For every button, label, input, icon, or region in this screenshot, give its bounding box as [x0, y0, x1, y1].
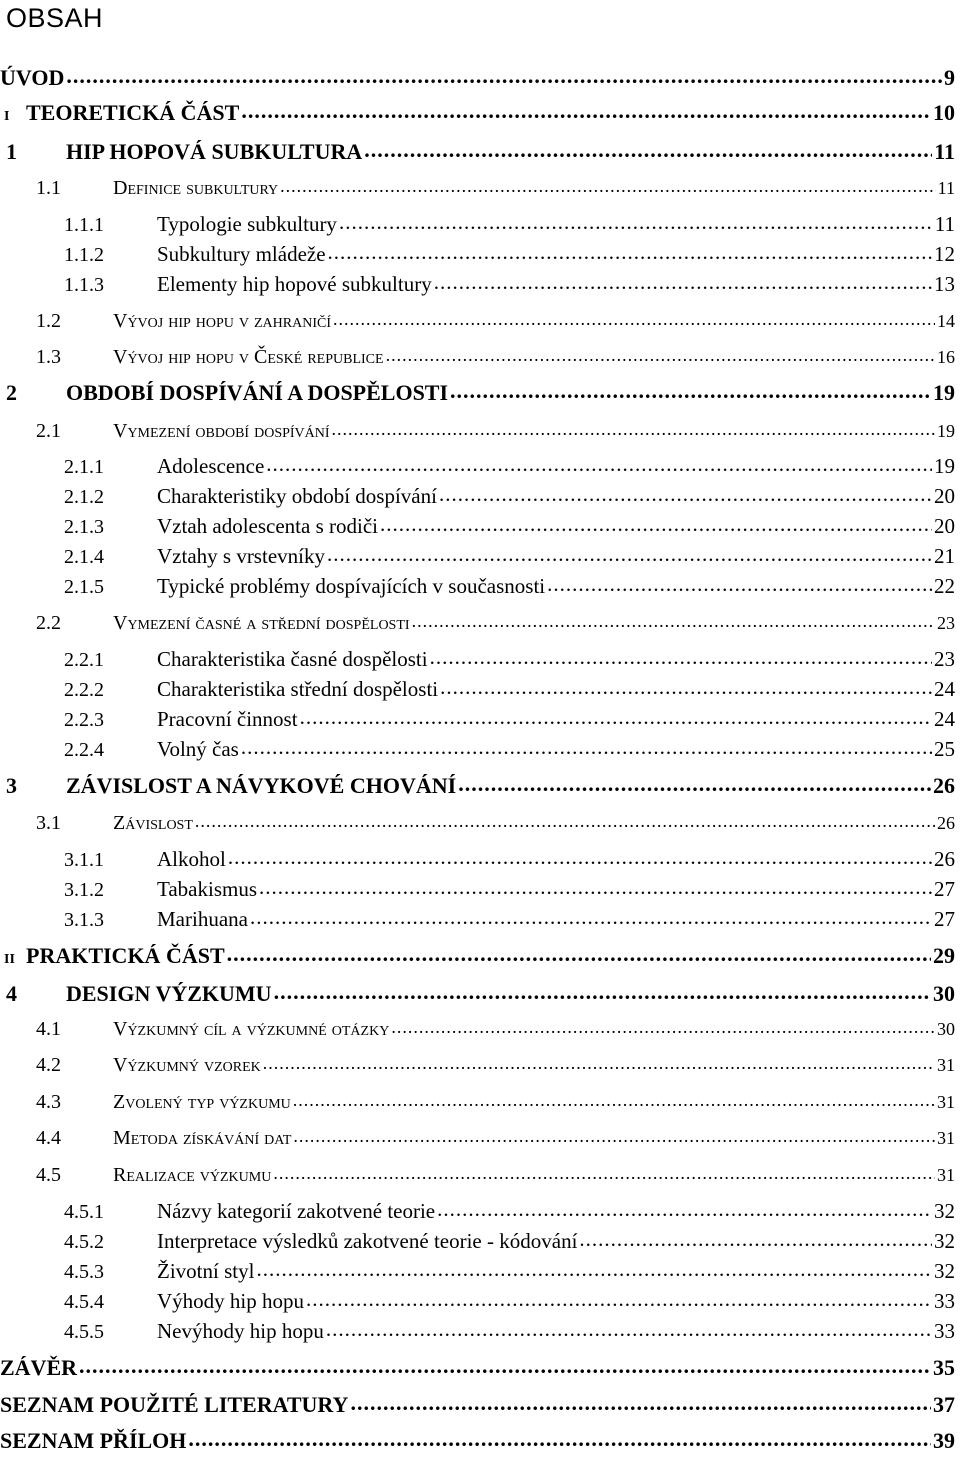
toc-entry-page: 21: [934, 544, 955, 568]
toc-entry-number: I: [4, 109, 10, 124]
toc-entry-title: Definice subkultury: [113, 177, 279, 199]
toc-entry[interactable]: [0, 306, 960, 336]
toc-dot-leader: [380, 509, 932, 539]
toc-entry-number: 1.1.2: [64, 244, 104, 266]
toc-dot-leader: [437, 1194, 932, 1224]
toc-entry-number: 4.5.3: [64, 1261, 104, 1283]
toc-entry-title: ZÁVĚR: [0, 1355, 78, 1380]
toc-dot-leader: [293, 1121, 935, 1151]
toc-entry-page: 37: [933, 1392, 955, 1417]
toc-entry-title: ÚVOD: [0, 65, 65, 90]
toc-entry-number: 1.3: [36, 346, 61, 368]
toc-entry-title: PRAKTICKÁ ČÁST: [26, 943, 225, 968]
toc-entry-number: 2.2.1: [64, 649, 104, 671]
toc-dot-leader: [300, 702, 932, 732]
toc-dot-leader: [195, 806, 935, 836]
toc-entry-number: 2.1.2: [64, 486, 104, 508]
toc-entry[interactable]: [0, 1123, 960, 1153]
toc-dot-leader: [339, 207, 933, 237]
toc-entry-number: 4: [6, 981, 17, 1006]
toc-entry[interactable]: [0, 674, 960, 704]
toc-entry[interactable]: [0, 209, 960, 239]
toc-entry-number: 2.2.4: [64, 739, 104, 761]
toc-entry-title: Výhody hip hopu: [157, 1289, 304, 1313]
toc-entry-number: 3: [6, 773, 17, 798]
toc-dot-leader: [250, 902, 932, 932]
toc-entry-number: 1.2: [36, 310, 61, 332]
toc-dot-leader: [266, 449, 932, 479]
toc-entry[interactable]: [0, 734, 960, 764]
toc-entry-page: 11: [934, 212, 955, 236]
toc-entry-number: 4.2: [36, 1054, 61, 1076]
toc-entry-number: 4.5.5: [64, 1321, 104, 1343]
toc-entry-page: 19: [933, 380, 955, 405]
toc-entry[interactable]: [0, 808, 960, 838]
toc-entry-title: Vývoj hip hopu v zahraničí: [113, 310, 332, 332]
toc-dot-leader: [280, 171, 935, 201]
toc-entry-title: Výzkumný vzorek: [113, 1054, 261, 1076]
toc-entry-number: 2.1.3: [64, 516, 104, 538]
toc-dot-leader: [440, 672, 932, 702]
toc-entry-title: Pracovní činnost: [157, 707, 298, 731]
toc-entry-page: 31: [937, 1165, 955, 1185]
toc-dot-leader: [241, 732, 932, 762]
toc-entry-number: 2.1.5: [64, 576, 104, 598]
toc-entry-page: 26: [933, 773, 955, 798]
toc-entry[interactable]: [0, 770, 960, 802]
toc-entry-page: 22: [934, 574, 955, 598]
toc-dot-leader: [333, 304, 935, 334]
toc-entry-page: 32: [934, 1199, 955, 1223]
toc-entry[interactable]: [0, 844, 960, 874]
toc-entry[interactable]: [0, 904, 960, 934]
toc-entry-page: 23: [937, 613, 955, 633]
toc-entry[interactable]: [0, 173, 960, 203]
toc-entry-title: Charakteristiky období dospívání: [157, 484, 437, 508]
toc-entry-title: SEZNAM POUŽITÉ LITERATURY: [0, 1392, 349, 1417]
toc-entry-number: 2.1: [36, 420, 61, 442]
toc-entry[interactable]: [0, 416, 960, 446]
toc-entry-title: Metoda získávání dat: [113, 1127, 292, 1149]
toc-entry-number: 3.1.2: [64, 879, 104, 901]
toc-entry[interactable]: [0, 239, 960, 269]
toc-entry-number: 2.2.2: [64, 679, 104, 701]
toc-entry-title: Výzkumný cíl a výzkumné otázky: [113, 1018, 390, 1040]
toc-entry-page: 32: [934, 1229, 955, 1253]
toc-entry-page: 25: [934, 737, 955, 761]
toc-dot-leader: [547, 569, 932, 599]
toc-entry-title: Vymezení období dospívání: [113, 420, 330, 442]
toc-dot-leader: [66, 60, 942, 92]
toc-entry-page: 29: [933, 943, 955, 968]
toc-entry-title: Marihuana: [157, 907, 248, 931]
toc-entry-number: 2.2: [36, 612, 61, 634]
toc-dot-leader: [332, 414, 935, 444]
toc-entry-number: II: [4, 952, 15, 967]
toc-entry-page: 32: [934, 1259, 955, 1283]
toc-entry[interactable]: [0, 1316, 960, 1346]
toc-dot-leader: [412, 606, 935, 636]
toc-entry-page: 39: [933, 1428, 955, 1453]
toc-dot-leader: [434, 267, 932, 297]
toc-dot-leader: [256, 1254, 932, 1284]
toc-entry-page: 20: [934, 514, 955, 538]
toc-entry-page: 9: [944, 65, 955, 90]
toc-dot-leader: [439, 479, 932, 509]
toc-entry-number: 3.1.1: [64, 849, 104, 871]
toc-dot-leader: [579, 1224, 932, 1254]
toc-entry-title: Zvolený typ výzkumu: [113, 1091, 291, 1113]
toc-entry-page: 33: [934, 1289, 955, 1313]
toc-entry-number: 2.1.4: [64, 546, 104, 568]
toc-entry-title: Subkultury mládeže: [157, 242, 326, 266]
toc-dot-leader: [326, 1314, 932, 1344]
toc-dot-leader: [386, 340, 935, 370]
toc-entry-title: Tabakismus: [157, 877, 258, 901]
toc-entry[interactable]: [0, 62, 960, 94]
toc-entry-page: 24: [934, 677, 955, 701]
toc-dot-leader: [274, 976, 931, 1008]
toc-entry-number: 1.1.1: [64, 214, 104, 236]
toc-entry-title: OBDOBÍ DOSPÍVÁNÍ A DOSPĚLOSTI: [66, 380, 449, 405]
toc-entry[interactable]: [0, 874, 960, 904]
toc-entry-number: 2.1.1: [64, 456, 104, 478]
toc-entry-title: Alkohol: [157, 847, 226, 871]
toc-entry-number: 4.5: [36, 1164, 61, 1186]
toc-entry-page: 14: [937, 311, 955, 331]
toc-dot-leader: [364, 134, 932, 166]
toc-entry-page: 33: [934, 1319, 955, 1343]
toc-entry-page: 30: [933, 981, 955, 1006]
toc-dot-leader: [350, 1387, 931, 1419]
toc-entry[interactable]: [0, 481, 960, 511]
toc-dot-leader: [430, 642, 932, 672]
toc-entry[interactable]: [0, 1196, 960, 1226]
toc-entry[interactable]: [0, 1352, 960, 1384]
toc-entry[interactable]: [0, 1087, 960, 1117]
toc-entry-page: 26: [937, 813, 955, 833]
toc-entry-number: 3.1.3: [64, 909, 104, 931]
toc-entry-page: 13: [934, 272, 955, 296]
toc-entry-title: Nevýhody hip hopu: [157, 1319, 324, 1343]
toc-entry-title: Závislost: [113, 812, 193, 834]
toc-entry-page: 16: [937, 347, 955, 367]
toc-entry[interactable]: [0, 940, 960, 972]
toc-entry-title: Vymezení časné a střední dospělosti: [113, 612, 410, 634]
toc-entry-page: 10: [933, 100, 955, 125]
toc-entry-page: 35: [933, 1355, 955, 1380]
toc-entry-title: SEZNAM PŘÍLOH: [0, 1428, 187, 1453]
toc-entry-number: 1: [6, 139, 17, 164]
toc-entry-number: 2.2.3: [64, 709, 104, 731]
toc-dot-leader: [259, 872, 932, 902]
toc-entry[interactable]: [0, 377, 960, 409]
toc-entry-number: 1.1.3: [64, 274, 104, 296]
toc-entry-number: 4.5.2: [64, 1231, 104, 1253]
toc-entry-title: Elementy hip hopové subkultury: [157, 272, 432, 296]
toc-entry-page: 20: [934, 484, 955, 508]
toc-entry-title: Názvy kategorií zakotvené teorie: [157, 1199, 436, 1223]
toc-dot-leader: [327, 539, 932, 569]
toc-entry-number: 4.4: [36, 1127, 61, 1149]
toc-entry[interactable]: [0, 136, 960, 168]
toc-dot-leader: [241, 95, 931, 127]
toc-entry-page: 27: [934, 877, 955, 901]
toc-entry[interactable]: [0, 704, 960, 734]
toc-dot-leader: [228, 842, 932, 872]
toc-entry[interactable]: [0, 451, 960, 481]
toc-entry[interactable]: [0, 541, 960, 571]
toc-entry[interactable]: [0, 1256, 960, 1286]
toc-entry-title: Typické problémy dospívajících v současnosti: [157, 574, 546, 598]
toc-entry-title: Vztah adolescenta s rodiči: [157, 514, 378, 538]
toc-entry-page: 26: [934, 847, 955, 871]
toc-entry-page: 23: [934, 647, 955, 671]
toc-entry-page: 30: [937, 1019, 955, 1039]
toc-entry[interactable]: [0, 97, 960, 129]
toc-entry-page: 31: [937, 1128, 955, 1148]
toc-entry-title: Charakteristika časné dospělosti: [157, 647, 428, 671]
toc-entry-page: 31: [937, 1092, 955, 1112]
toc-entry-number: 4.5.4: [64, 1291, 104, 1313]
toc-entry[interactable]: [0, 269, 960, 299]
toc-dot-leader: [293, 1085, 935, 1115]
toc-dot-leader: [450, 375, 931, 407]
toc-entry[interactable]: [0, 571, 960, 601]
toc-entry-page: 11: [934, 139, 955, 164]
toc-entry-page: 19: [934, 454, 955, 478]
toc-entry-title: Životní styl: [157, 1259, 255, 1283]
toc-entry-title: Vztahy s vrstevníky: [157, 544, 325, 568]
toc-entry[interactable]: [0, 1226, 960, 1256]
toc-dot-leader: [227, 938, 931, 970]
toc-entry-title: Realizace výzkumu: [113, 1164, 272, 1186]
toc-dot-leader: [306, 1284, 932, 1314]
toc-entry-page: 24: [934, 707, 955, 731]
toc-dot-leader: [188, 1423, 931, 1455]
toc-entry-title: HIP HOPOVÁ SUBKULTURA: [66, 139, 363, 164]
toc-entry-number: 3.1: [36, 812, 61, 834]
toc-dot-leader: [263, 1048, 935, 1078]
toc-entry-number: 4.5.1: [64, 1201, 104, 1223]
toc-entry-title: Volný čas: [157, 737, 239, 761]
toc-entry-title: TEORETICKÁ ČÁST: [26, 100, 240, 125]
toc-entry-title: ZÁVISLOST A NÁVYKOVÉ CHOVÁNÍ: [66, 773, 457, 798]
toc-entry-title: Vývoj hip hopu v České republice: [113, 346, 384, 368]
toc-entry[interactable]: [0, 644, 960, 674]
toc-entry[interactable]: [0, 511, 960, 541]
toc-entry-page: 27: [934, 907, 955, 931]
toc-entry-page: 19: [937, 421, 955, 441]
toc-entry-title: Interpretace výsledků zakotvené teorie - kódování: [157, 1229, 578, 1253]
toc-entry-title: Typologie subkultury: [157, 212, 337, 236]
toc-entry-number: 4.3: [36, 1091, 61, 1113]
toc-entry-page: 11: [937, 178, 955, 198]
toc-entry-number: 2: [6, 380, 17, 405]
toc-entry[interactable]: [0, 978, 960, 1010]
toc-entry-page: 12: [934, 242, 955, 266]
toc-entry[interactable]: [0, 1389, 960, 1421]
page-title: OBSAH: [6, 3, 104, 33]
toc-dot-leader: [79, 1350, 931, 1382]
toc-entry[interactable]: [0, 342, 960, 372]
toc-entry[interactable]: [0, 1050, 960, 1080]
toc-entry[interactable]: [0, 1425, 960, 1457]
toc-entry-page: 31: [937, 1055, 955, 1075]
toc-entry-number: 1.1: [36, 177, 61, 199]
toc-entry-title: Charakteristika střední dospělosti: [157, 677, 439, 701]
toc-entry[interactable]: [0, 608, 960, 638]
toc-dot-leader: [328, 237, 932, 267]
toc-entry[interactable]: [0, 1160, 960, 1190]
toc-dot-leader: [273, 1158, 935, 1188]
toc-dot-leader: [391, 1012, 935, 1042]
toc-entry-number: 4.1: [36, 1018, 61, 1040]
toc-entry-title: Adolescence: [157, 454, 265, 478]
toc-dot-leader: [458, 768, 931, 800]
toc-entry[interactable]: [0, 1286, 960, 1316]
toc-entry-title: DESIGN VÝZKUMU: [66, 981, 272, 1006]
toc-entry[interactable]: [0, 1014, 960, 1044]
